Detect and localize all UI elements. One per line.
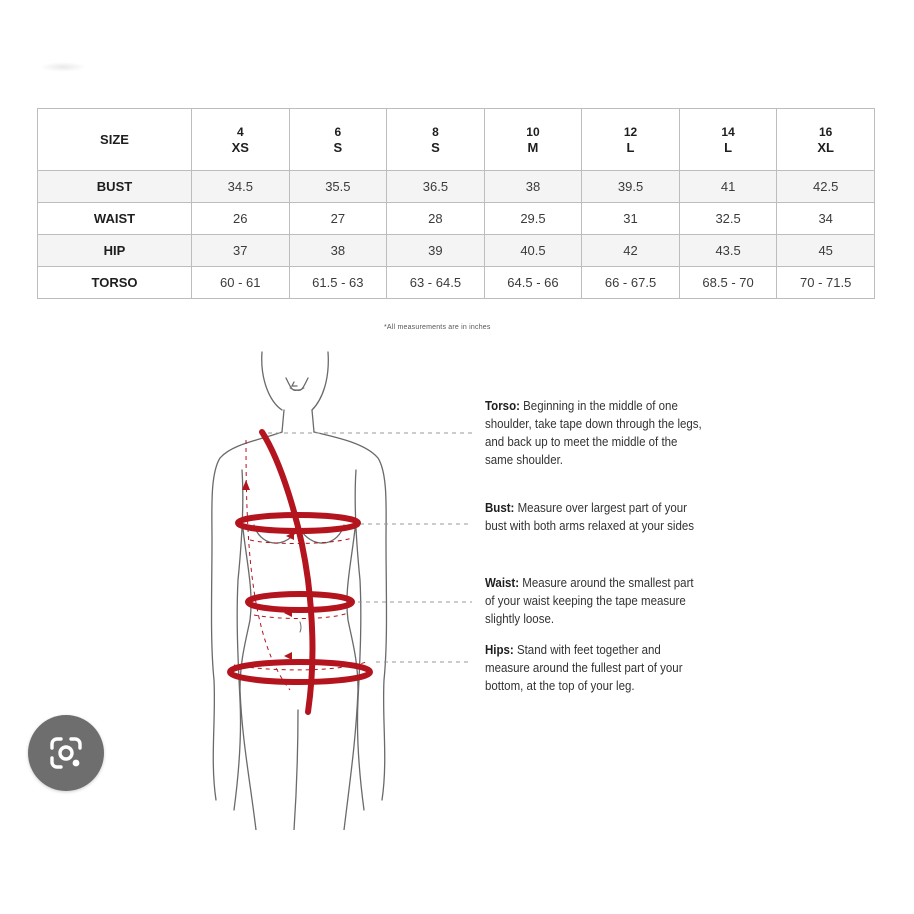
table-row-bust <box>38 171 875 203</box>
body-measurement-figure <box>190 340 490 830</box>
table-cell: 39 <box>387 235 485 267</box>
table-cell: 26 <box>192 203 290 235</box>
table-cell: 34.5 <box>192 171 290 203</box>
size-col-header: 14 L <box>679 109 777 171</box>
torso-text: Beginning in the middle of one shoulder, take tape down through the legs, and back up to meet the middle of the same shoulder. <box>485 399 702 467</box>
table-cell: 68.5 - 70 <box>679 267 777 299</box>
table-cell: 40.5 <box>484 235 582 267</box>
table-cell: 61.5 - 63 <box>289 267 387 299</box>
table-cell: 41 <box>679 171 777 203</box>
torso-tape <box>262 432 313 712</box>
table-cell: 70 - 71.5 <box>777 267 875 299</box>
size-col-header: 10 M <box>484 109 582 171</box>
figure-line-art <box>212 352 387 830</box>
table-cell: 64.5 - 66 <box>484 267 582 299</box>
table-cell: 63 - 64.5 <box>387 267 485 299</box>
table-cell: 35.5 <box>289 171 387 203</box>
table-row-torso <box>38 267 875 299</box>
hips-title: Hips: <box>485 643 514 657</box>
table-cell: 42 <box>582 235 680 267</box>
size-col-header: 8 S <box>387 109 485 171</box>
row-label: BUST <box>38 171 192 203</box>
table-row-waist <box>38 203 875 235</box>
table-cell: 38 <box>484 171 582 203</box>
callout-leader-lines <box>260 433 472 662</box>
size-col-header: 6 S <box>289 109 387 171</box>
table-cell: 43.5 <box>679 235 777 267</box>
size-col-header: 16 XL <box>777 109 875 171</box>
row-label: HIP <box>38 235 192 267</box>
waist-instruction <box>485 574 706 628</box>
row-label: TORSO <box>38 267 192 299</box>
size-col-header: 4 XS <box>192 109 290 171</box>
bust-text: Measure over largest part of your bust with both arms relaxed at your sides <box>485 501 695 533</box>
table-cell: 29.5 <box>484 203 582 235</box>
table-cell: 34 <box>777 203 875 235</box>
table-row-hip <box>38 235 875 267</box>
table-cell: 37 <box>192 235 290 267</box>
measurement-note: *All measurements are in inches <box>384 324 491 331</box>
hip-arrow-icon <box>284 652 292 660</box>
table-cell: 28 <box>387 203 485 235</box>
table-cell: 27 <box>289 203 387 235</box>
size-header-row <box>38 109 875 171</box>
waist-tape <box>248 594 352 610</box>
bust-title: Bust: <box>485 501 515 515</box>
table-cell: 31 <box>582 203 680 235</box>
table-cell: 66 - 67.5 <box>582 267 680 299</box>
dashed-guide-lines <box>234 440 366 690</box>
size-chart-table <box>37 108 875 299</box>
hips-text: Stand with feet together and measure around the fullest part of your bottom, at the top of your leg. <box>485 643 683 693</box>
table-cell: 39.5 <box>582 171 680 203</box>
hips-instruction <box>485 641 706 695</box>
size-col-header: 12 L <box>582 109 680 171</box>
google-lens-button[interactable] <box>28 715 104 791</box>
torso-instruction <box>485 397 706 469</box>
size-header-label: SIZE <box>38 109 192 171</box>
table-cell: 32.5 <box>679 203 777 235</box>
row-label: WAIST <box>38 203 192 235</box>
bust-instruction <box>485 499 706 535</box>
table-cell: 36.5 <box>387 171 485 203</box>
waist-title: Waist: <box>485 576 520 590</box>
background-smudge <box>40 62 86 72</box>
arrow-heads <box>242 480 294 660</box>
torso-title: Torso: <box>485 399 520 413</box>
table-cell: 45 <box>777 235 875 267</box>
table-cell: 60 - 61 <box>192 267 290 299</box>
table-cell: 38 <box>289 235 387 267</box>
google-lens-icon <box>46 733 86 773</box>
table-cell: 42.5 <box>777 171 875 203</box>
hip-tape <box>230 662 370 682</box>
waist-text: Measure around the smallest part of your waist keeping the tape measure slightly loose. <box>485 576 694 626</box>
